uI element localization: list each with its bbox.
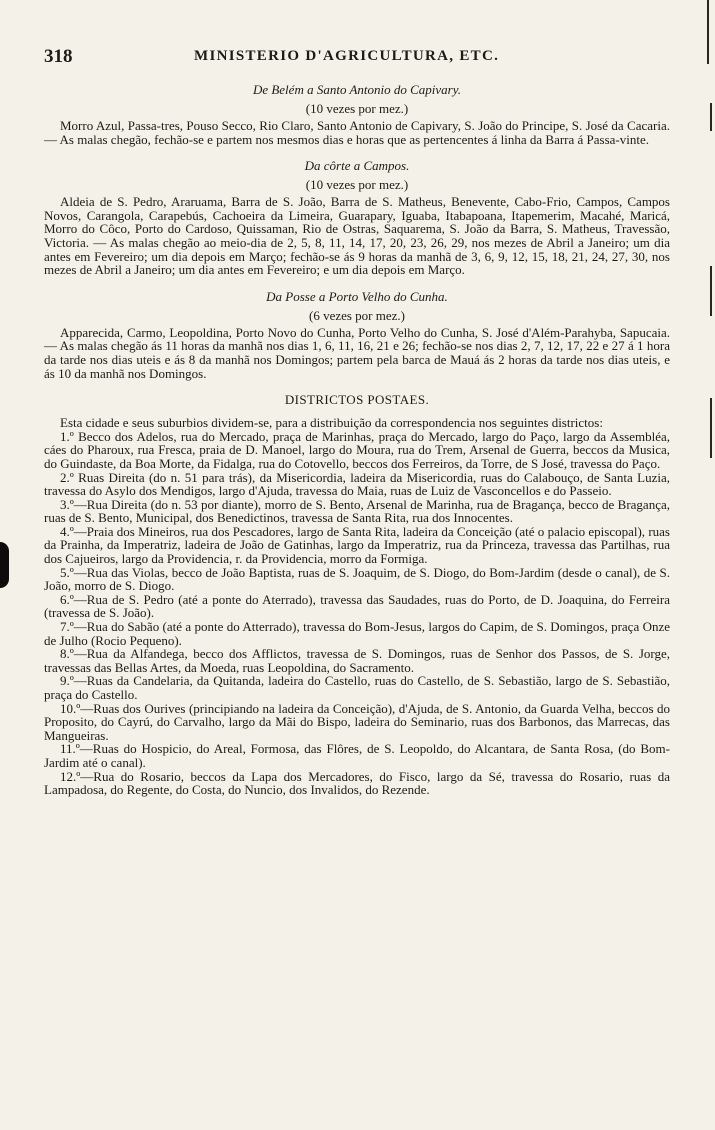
district-item: 4.º—Praia dos Mineiros, rua dos Pescadores, largo de Santa Rita, ladeira da Conceição (até o palacio episcopal), ruas da Prainha, da Imperatriz, ladeira de João de Gatinhas, largo da Imperatriz, rua da Princeza, travessa das Partilhas, rua dos Cajueiros, largo da Providencia, r. da Providencia, morro da Formiga. [44,523,670,567]
district-item: 7.º—Rua do Sabão (até a ponte do Atterrado), travessa do Bom-Jesus, largos do Capim, de S. Domingos, praça Onze de Julho (Rocio Pequeno). [44,619,670,648]
district-item: 8.º—Rua da Alfandega, becco dos Afflictos, travessa de S. Domingos, ruas de Senhor dos Passos, de S. Jorge, travessas das Bellas Artes, da Moeda, ruas Leopoldina, do Sacramento. [44,646,670,675]
district-item: 3.º—Rua Direita (do n. 53 por diante), morro de S. Bento, Arsenal de Marinha, rua de Bragança, becco de Bragança, ruas de S. Bento, Municipal, dos Benedictinos, travessa de Santa Rita, rua dos Innocentes. [44,496,670,526]
district-item: 10.º—Ruas dos Ourives (principiando na ladeira da Conceição), d'Ajuda, de S. Antonio, da Guarda Velha, beccos do Proposito, do Cayrú, do Carvalho, largo da Mãi do Bispo, ladeira do Seminario, ruas dos Barbonos, das Marrecas, das Mangueiras. [44,700,670,743]
district-item: 9.º—Ruas da Candelaria, da Quitanda, ladeira do Castello, ruas do Castello, de S. Sebastião, largo de S. Sebastião, praça do Castello. [44,673,670,702]
route-section [44,289,670,380]
route-frequency: (10 vezes por mez.) [305,177,409,193]
route-frequency: (6 vezes por mez.) [308,307,405,323]
page-header [44,46,670,70]
district-item: 11.º—Ruas do Hospicio, do Areal, Formosa, das Flôres, de S. Leopoldo, do Alcantara, de Santa Rosa, (do Bom-Jardim até o canal). [44,741,670,770]
districts-section [44,392,670,797]
running-title: MINISTERIO D'AGRICULTURA, ETC. [194,48,500,64]
route-text: Apparecida, Carmo, Leopoldina, Porto Novo do Cunha, Porto Velho do Cunha, S. José d'Além-Parahyba, Sapucaia. — As malas chegão ás 11 horas da manhã nos dias 1, 6, 11, 16, 21 e 26; fechão-se nos dias 2, 7, 12, 17, 22 e 27 á 1 hora da tarde nos dias uteis e ás 8 da manhã nos Domingos; partem pela barca de Mauá ás 2 horas da tarde nos dias uteis, e ás 10 da manhã nos Domingos. [44,324,670,381]
section-heading: DISTRICTOS POSTAES. [284,392,430,408]
districts-intro: Esta cidade e seus suburbios dividem-se, para a distribuição da correspondencia nos seguintes districtos: [60,415,603,431]
document-page [44,46,670,797]
route-title: De Belém a Santo Antonio do Capivary. [252,82,462,97]
route-title: Da Posse a Porto Velho do Cunha. [266,288,448,304]
binding-ink-mark [0,542,9,588]
route-text: Morro Azul, Passa-tres, Pouso Secco, Rio Claro, Santo Antonio de Capivary, S. João do Principe, S. José da Cacaria. — As malas chegão, fechão-se e partem nos mesmos dias e horas que as pertencentes á linha da Barra á Passa-vinte. [44,118,670,147]
route-title: Da côrte a Campos. [304,158,410,174]
route-text: Aldeia de S. Pedro, Araruama, Barra de S. João, Barra de S. Matheus, Benevente, Cabo-Frio, Campos, Campos Novos, Carangola, Carapebús, Cachoeira da Limeira, Guarapary, Iguaba, Itabapoana, Itapemerim, Macahé, Maricá, Morro do Côco, Porto do Cardoso, Quissaman, Rio de Ostras, Saquarema, S. João da Barra, S. Matheus, Travessão, Victoria. — As malas chegão ao meio-dia de 2, 5, 8, 11, 14, 17, 20, 23, 26, 29, nos mezes de Abril a Janeiro; um dia antes em Fevereiro; um dia depois em Março; fechão-se ás 9 horas da manhã de 3, 6, 9, 12, 15, 18, 21, 24, 27, 30, nos mezes de Abril a Janeiro; um dia antes em Fevereiro; e um dia depois em Março. [44,194,670,278]
district-item: 2.º Ruas Direita (do n. 51 para trás), da Misericordia, ladeira da Misericordia, ruas do Calabouço, de Santa Luzia, travessa do Asylo dos Mendigos, largo d'Ajuda, travessa do Maia, ruas de Luiz de Vasconcellos e do Passeio. [44,469,670,499]
margin-rule [710,266,712,316]
page-number: 318 [44,46,73,67]
route-frequency: (10 vezes por mez.) [305,101,409,116]
district-item: 1.º Becco dos Adelos, rua do Mercado, praça de Marinhas, praça do Mercado, largo do Paço, largo da Assembléa, cáes do Pharoux, rua Fresca, praia de D. Manoel, largo do Moura, rua do Trem, Arsenal de Guerra, beccos da Musica, do Guindaste, da Boa Morte, da Fidalga, rua do Cotovello, beccos dos Ferreiros, da Torre, de S José, travessa do Paço. [44,428,670,471]
district-item: 5.º—Rua das Violas, becco de João Baptista, ruas de S. Joaquim, de S. Diogo, do Bom-Jardim (desde o canal), de S. João, morro de S. Diogo. [44,564,670,594]
margin-rule [710,398,712,458]
route-section [44,158,670,277]
margin-rule [707,0,709,64]
margin-rule [710,103,712,131]
district-item: 12.º—Rua do Rosario, beccos da Lapa dos Mercadores, do Fisco, largo da Sé, travessa do Rosario, ruas da Lampadosa, do Regente, do Costa, do Nuncio, dos Invalidos, do Rezende. [44,768,670,798]
district-item: 6.º—Rua de S. Pedro (até a ponte do Aterrado), travessa das Saudades, ruas do Porto, de D. Joaquina, do Ferreira (travessa de S. João). [44,591,670,621]
route-section [44,82,670,146]
